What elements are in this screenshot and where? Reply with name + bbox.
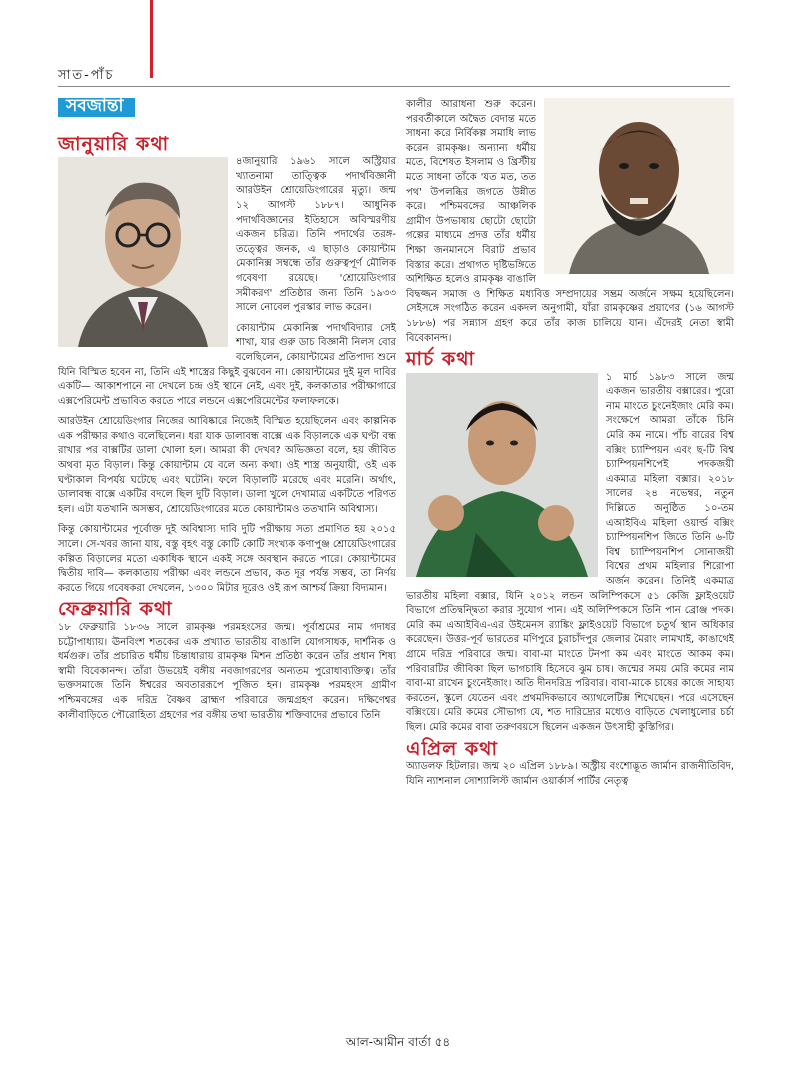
january-para-3: আরউইন শ্রোয়েডিংগার নিজের আবিষ্কারে নিজেই বিস্মিত হয়েছিলেন এবং কাল্পনিক এক পরীক্ষার কথাও বলেছিলেন। ধরা যাক ডালাবন্ধ বাক্সে এক বিড়ালকে এক ঘণ্টা বন্ধ রাখার পর বাক্সটির ডালা খোলা হল। আমরা কী দেখব? অভিজ্ঞতা বলে, হয় জীবিত অথবা মৃত বিড়াল। কিন্তু কোয়ান্টাম যে বলে অন্য কথা। ওই শাস্ত্র অনুযায়ী, ওই এক ঘণ্টাকাল বিপর্যয় ঘটেছে এবং ঘটেনি। ফলে বিড়ালটি মরেছে এবং মরেনি। অর্থাৎ, ডালাবন্ধ বাক্সে একটির বদলে ছিল দুটি বিড়াল। ডালা খুলে দেখামাত্র একটিতে পরিণত হল। এটা যতখানি অসম্ভব, শ্রোয়েডিংগারের মতে কোয়ান্টামও ততখানি অবিশ্বাস্য। — [58, 416, 396, 515]
mary-kom-photo — [406, 373, 598, 577]
schrodinger-photo — [58, 157, 228, 347]
january-heading: জানুয়ারি কথা — [58, 132, 170, 155]
january-para-2: কোয়ান্টাম মেকানিক্স পদার্থবিদ্যার সেই শাখা, যার গুরু ডাচ বিজ্ঞানী নিলস বোর বলেছিলেন, কোয়ান্টামের প্রতিপাদ্য শুনে যিনি বিস্মিত হবেন না, তিনি এই শাস্ত্রের কিছুই বুঝবেন না। কোয়ান্টামের দুই মূল দাবির একটি— আকাশপানে না দেখলে চন্দ্র ওই স্থানে নেই, এবং দুই, কলকাতার পরীক্ষাগারে এক্সপেরিমেন্ট প্রভাবিত করতে পারে লন্ডনে এক্সপেরিমেন্টের ফলাফলকে। — [58, 322, 396, 407]
left-column — [58, 98, 396, 729]
header-divider — [58, 86, 730, 87]
april-para-1: অ্যাডলফ হিটলার। জন্ম ২০ এপ্রিল ১৮৮৯। অস্ট্রীয় বংশোদ্ভূত জার্মান রাজনীতিবিদ, যিনি ন্যাশনাল সোশ্যালিস্ট জার্মান ওয়ার্কার্স পার্টির নেতৃত্ব — [406, 761, 734, 787]
february-heading: ফেব্রুয়ারি কথা — [58, 598, 173, 621]
march-heading: মার্চ কথা — [406, 348, 476, 371]
march-para-1: ১ মার্চ ১৯৮৩ সালে জন্ম একজন ভারতীয় বক্সারের। পুরো নাম মাংতে চুংনেইজাং মেরি কম। সংক্ষেপে আমরা তাঁকে চিনি মেরি কম নামে। পাঁচ বারের বিশ্ব বক্সিং চ্যাম্পিয়ন এবং ছ-টি বিশ্ব চ্যাম্পিয়নশিপেই পদকজয়ী একমাত্র মহিলা বক্সার। ২০১৮ সালের ২৪ নভেম্বর, নতুন দিল্লিতে অনুষ্ঠিত ১০-তম এআইবিএ মহিলা ওয়ার্ল্ড বক্সিং চ্যাম্পিয়নশিপ জিতে তিনি ৬-টি বিশ্ব চ্যাম্পিয়নশিপ সোনাজয়ী বিশ্বের প্রথম মহিলার শিরোপা অর্জন করেন। তিনিই একমাত্র ভারতীয় মহিলা বক্সার, যিনি ২০১২ লন্ডন অলিম্পিকসে ৫১ কেজি ফ্লাইওয়েট বিভাগে প্রতিদ্বন্দ্বিতা করার সুযোগ পান। এই অলিম্পিকসে তিনি পান ব্রোঞ্জ পদক। মেরি কম এআইবিএ-এর উইমেনস র‍্যাঙ্কিং ফ্লাইওয়েট বিভাগে চতুর্থ স্থান অধিকার করেছেন। উত্তর-পূর্ব ভারতের মণিপুরে চুরাচাঁদপুর জেলার মৈরাং লামখাই, কাঙাথেই গ্রামে দরিদ্র পরিবারে জন্ম। বাবা-মা মাংতে টনপা কম এবং মাংতে আকম কম। পরিবারটির জীবিকা ছিল ভাগচাষি হিসেবে ঝুম চাষ। জন্মের সময় মেরি কমের নাম বাবা-মা রাখেন চুংনেইজাং। অতি দীনদরিদ্র পরিবার। বাবা-মাকে চাষের কাজে সাহায্য করতেন, স্কুলে যেতেন এবং প্রথমদিকভাবে অ্যাথলেটিক্স শিখেছেন। পরে এসেছেন বক্সিংয়ে। মেরি কমের সৌভাগ্য যে, শত দারিদ্র্যের মধ্যেও বাড়িতে খেলাধুলোর চর্চা ছিল। মেরি কমের বাবা তরুণবয়সে ছিলেন একজন উৎসাহী কুস্তিগির। — [406, 371, 734, 733]
section-header: সাত-পাঁচ — [58, 68, 115, 83]
page-footer: আল-আমীন বার্তা ৫৪ — [345, 1035, 451, 1049]
ramakrishna-photo — [544, 98, 734, 274]
february-para-1: ১৮ ফেব্রুয়ারি ১৮৩৬ সালে রামকৃষ্ণ পরমহংসের জন্ম। পূর্বাশ্রমের নাম গদাধর চট্টোপাধ্যায়। ঊনবিংশ শতকের এক প্রখ্যাত ভারতীয় বাঙালি যোগসাধক, দার্শনিক ও ধর্মগুরু। তাঁর প্রচারিত ধর্মীয় চিন্তাধারায় রামকৃষ্ণ মিশন প্রতিষ্ঠা করেন তাঁর প্রধান শিষ্য স্বামী বিবেকানন্দ। তাঁরা উভয়েই বঙ্গীয় নবজাগরণের অন্যতম পুরোধাব্যক্তিত্ব। তাঁর ভক্তসমাজে তিনি ঈশ্বরের অবতাররূপে পূজিত হন। রামকৃষ্ণ পরমহংস গ্রামীণ পশ্চিমবঙ্গের এক দরিদ্র বৈষ্ণব ব্রাহ্মণ পরিবারে জন্মগ্রহণ করেন। দক্ষিণেশ্বর কালীবাড়িতে পৌরোহিত্য গ্রহণের পর বঙ্গীয় তথা ভারতীয় শক্তিবাদের প্রভাবে তিনি — [58, 622, 396, 721]
january-para-4: কিন্তু কোয়ান্টামের পূর্বোক্ত দুই অবিশ্বাস্য দাবি দুটি পরীক্ষায় সত্য প্রমাণিত হয় ২০১৫ সালে। সে-খবর জানা যায়, বস্তু বৃহৎ বস্তু কোটি কোটি সংখ্যক কণাপুঞ্জ শ্রোয়েডিংগারের কল্পিত বিড়ালের মতো একাধিক স্থানে একই সঙ্গে অবস্থান করতে পারে। কোয়ান্টামের দ্বিতীয় দাবি— কলকাতায় পরীক্ষা এবং লন্ডনে প্রভাব, কত দূর পর্যন্ত সম্ভব, তা নির্ণয় করতে গিয়ে গবেষকরা দেখলেন, ১৩০০ মিটার দূরেও ওই রূপ আশ্চর্য ক্রিয়া বিদ্যমান। — [58, 524, 396, 594]
section-badge: সবজান্তা — [58, 98, 135, 117]
january-para-1: ৪জানুয়ারি ১৯৬১ সালে অস্ট্রিয়ার খ্যাতনামা তাত্ত্বিক পদার্থবিজ্ঞানী আরউইন শ্রোয়েডিংগারের মৃত্যু। জন্ম ১২ আগস্ট ১৮৮৭। আধুনিক পদার্থবিজ্ঞানের ইতিহাসে অবিস্মরণীয় একজন চরিত্র। তিনি পদার্থের তরঙ্গ-তত্ত্বের জনক, এ ছাড়াও কোয়ান্টাম মেকানিক্স সম্বন্ধে তাঁর গুরুত্বপূর্ণ মৌলিক গবেষণা রয়েছে। 'শ্রোয়েডিংগার সমীকরণ' প্রতিষ্ঠার জন্য তিনি ১৯৩৩ সালে নোবেল পুরস্কার লাভ করেন। — [236, 156, 396, 314]
april-heading: এপ্রিল কথা — [406, 737, 498, 760]
february-para-2: কালীর আরাধনা শুরু করেন। পরবর্তীকালে অদ্বৈত বেদান্ত মতে সাধনা করে নির্বিকল্প সমাধি লাভ করেন রামকৃষ্ণ। অন্যান্য ধর্মীয় মতে, বিশেষত ইসলাম ও খ্রিস্টীয় মতে সাধনা তাঁকে 'যত মত, তত পথ' উপলব্ধির জগতে উন্নীত করে। পশ্চিমবঙ্গের আঞ্চলিক গ্রামীণ উপভাষায় ছোটো ছোটো গল্পের মাধ্যমে প্রদত্ত তাঁর ধর্মীয় শিক্ষা জনমানসে বিরাট প্রভাব বিস্তার করে। প্রথাগত দৃষ্টিভঙ্গিতে অশিক্ষিত হলেও রামকৃষ্ণ বাঙালি বিদ্বজ্জন সমাজ ও শিক্ষিত মধ্যবিত্ত সম্প্রদায়ের সম্ভ্রম অর্জনে সক্ষম হয়েছিলেন। সেইসঙ্গে সংগঠিত করেন একদল অনুগামী, যাঁরা রামকৃষ্ণের প্রয়াণের (১৬ আগস্ট ১৮৮৬) পর সন্ন্যাস গ্রহণ করে তাঁর কাজ চালিয়ে যান। এঁদেরই নেতা স্বামী বিবেকানন্দ। — [406, 99, 734, 344]
header-red-rule — [150, 0, 153, 78]
right-column — [406, 98, 734, 795]
